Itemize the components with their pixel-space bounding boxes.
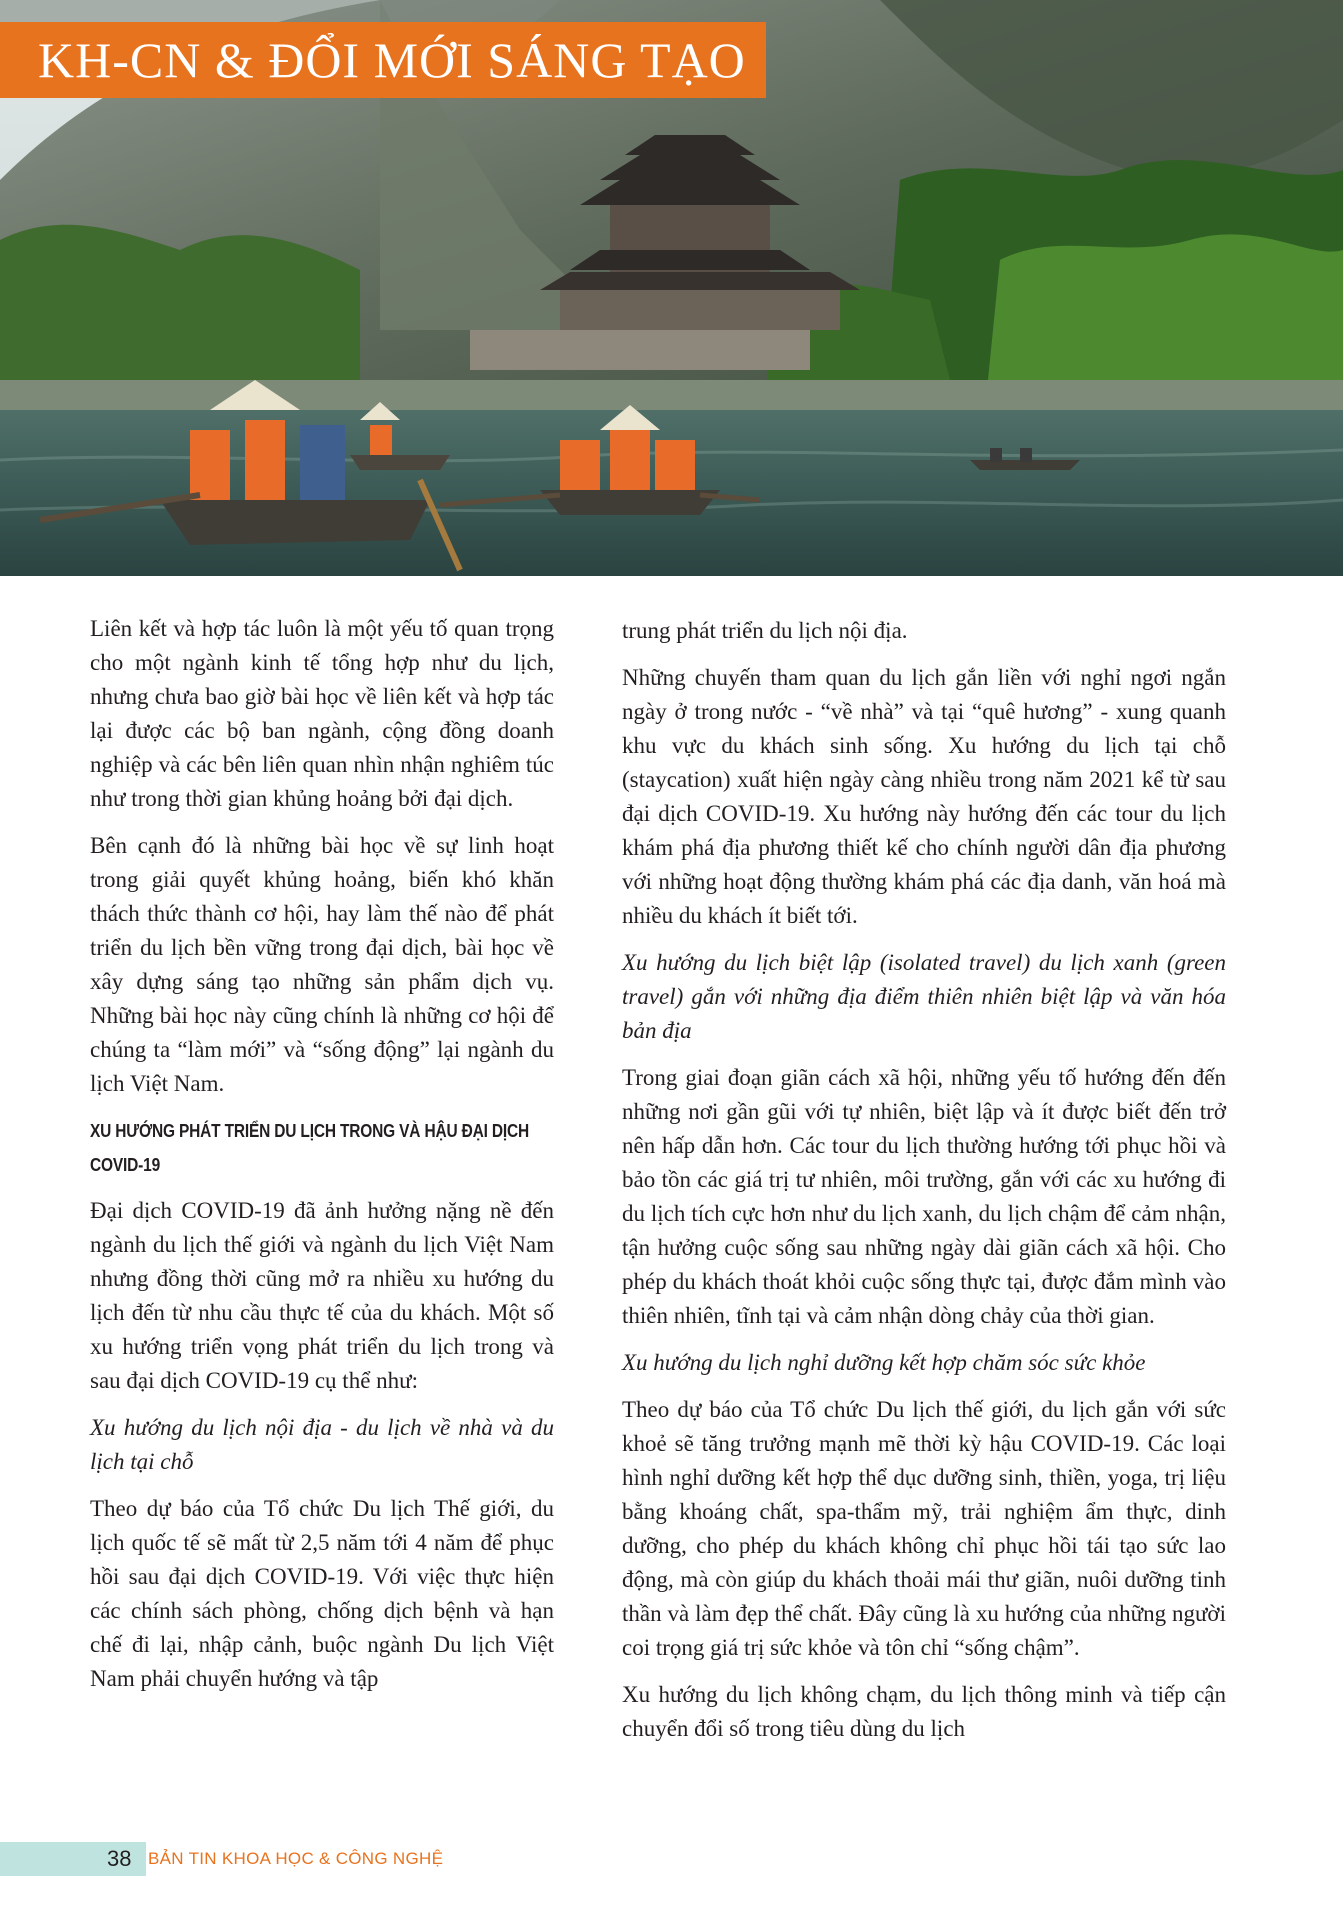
page-number: 38 bbox=[107, 1846, 132, 1871]
article-column-left bbox=[90, 612, 554, 1709]
section-tag: KH-CN & ĐỔI MỚI SÁNG TẠO bbox=[0, 22, 766, 98]
hero-photo bbox=[0, 0, 1343, 576]
paragraph: Theo dự báo của Tổ chức Du lịch Thế giới, du lịch quốc tế sẽ mất từ 2,5 năm tới 4 năm để phục hồi sau đại dịch COVID-19. Với việc thực hiện các chính sách phòng, chống dịch bệnh và hạn chế đi lại, nhập cảnh, buộc ngành Du lịch Việt Nam phải chuyển hướng và tập bbox=[90, 1496, 554, 1691]
subheading: Xu hướng du lịch biệt lập (isolated travel) du lịch xanh (green travel) gắn với những địa điểm thiên nhiên biệt lập và văn hóa bản địa bbox=[622, 950, 1226, 1043]
article-column-right bbox=[622, 614, 1226, 1759]
paragraph: Theo dự báo của Tổ chức Du lịch thế giới, du lịch gắn với sức khoẻ sẽ tăng trưởng mạnh mẽ thời kỳ hậu COVID-19. Các loại hình nghỉ dưỡng kết hợp thể dục dưỡng sinh, thiền, yoga, trị liệu bằng khoáng chất, spa-thẩm mỹ, trải nghiệm ẩm thực, dinh dưỡng, cho phép du khách không chỉ phục hồi tái tạo sức lao động, mà còn giúp du khách thoải mái thư giãn, nuôi dưỡng tinh thần và làm đẹp thể chất. Đây cũng là xu hướng của những người coi trọng giá trị sức khỏe và tôn chỉ “sống chậm”. bbox=[622, 1397, 1226, 1660]
section-heading: XU HƯỚNG PHÁT TRIỂN DU LỊCH TRONG VÀ HẬU ĐẠI DỊCH COVID-19 bbox=[90, 1121, 530, 1175]
publication-name: BẢN TIN KHOA HỌC & CÔNG NGHỆ bbox=[148, 1849, 444, 1868]
paragraph: Xu hướng du lịch không chạm, du lịch thông minh và tiếp cận chuyển đổi số trong tiêu dùng du lịch bbox=[622, 1682, 1226, 1741]
paragraph: Đại dịch COVID-19 đã ảnh hưởng nặng nề đến ngành du lịch thế giới và ngành du lịch Việt Nam nhưng đồng thời cũng mở ra nhiều xu hướng du lịch đến từ nhu cầu thực tế của du khách. Một số xu hướng triển vọng phát triển du lịch trong và sau đại dịch COVID-19 cụ thể như: bbox=[90, 1198, 554, 1393]
paragraph: Những chuyến tham quan du lịch gắn liền với nghỉ ngơi ngắn ngày ở trong nước - “về nhà” và tại “quê hương” - xung quanh khu vực du khách sinh sống. Xu hướng du lịch tại chỗ (staycation) xuất hiện ngày càng nhiều trong năm 2021 kể từ sau đại dịch COVID-19. Xu hướng này hướng đến các tour du lịch khám phá địa phương thiết kế cho chính người dân địa phương với những hoạt động thường khám phá các địa danh, văn hoá mà nhiều du khách ít biết tới. bbox=[622, 665, 1226, 928]
paragraph: Trong giai đoạn giãn cách xã hội, những yếu tố hướng đến đến những nơi gần gũi với tự nhiên, biệt lập và ít được biết đến trở nên hấp dẫn hơn. Các tour du lịch thường hướng tới phục hồi và bảo tồn các giá trị tư nhiên, môi trường, gắn với các xu hướng đi du lịch tích cực hơn như du lịch xanh, du lịch chậm để cảm nhận, tận hưởng cuộc sống sau những ngày dài giãn cách xã hội. Cho phép du khách thoát khỏi cuộc sống thực tại, được đắm mình vào thiên nhiên, tĩnh tại và cảm nhận dòng chảy của thời gian. bbox=[622, 1065, 1226, 1328]
paragraph: Liên kết và hợp tác luôn là một yếu tố quan trọng cho một ngành kinh tế tổng hợp như du lịch, nhưng chưa bao giờ bài học về liên kết và hợp tác lại được các bộ ban ngành, cộng đồng doanh nghiệp và các bên liên quan nhìn nhận nghiêm túc như trong thời gian khủng hoảng bởi đại dịch. bbox=[90, 616, 554, 811]
subheading: Xu hướng du lịch nội địa - du lịch về nhà và du lịch tại chỗ bbox=[90, 1415, 554, 1474]
subheading: Xu hướng du lịch nghỉ dưỡng kết hợp chăm sóc sức khỏe bbox=[622, 1350, 1146, 1375]
paragraph-continuation: trung phát triển du lịch nội địa. bbox=[622, 618, 908, 643]
paragraph: Bên cạnh đó là những bài học về sự linh hoạt trong giải quyết khủng hoảng, biến khó khăn thách thức thành cơ hội, hay làm thế nào để phát triển du lịch bền vững trong đại dịch, bài học về xây dựng sáng tạo những sản phẩm dịch vụ. Những bài học này cũng chính là những cơ hội để chúng ta “làm mới” và “sống động” lại ngành du lịch Việt Nam. bbox=[90, 833, 554, 1096]
